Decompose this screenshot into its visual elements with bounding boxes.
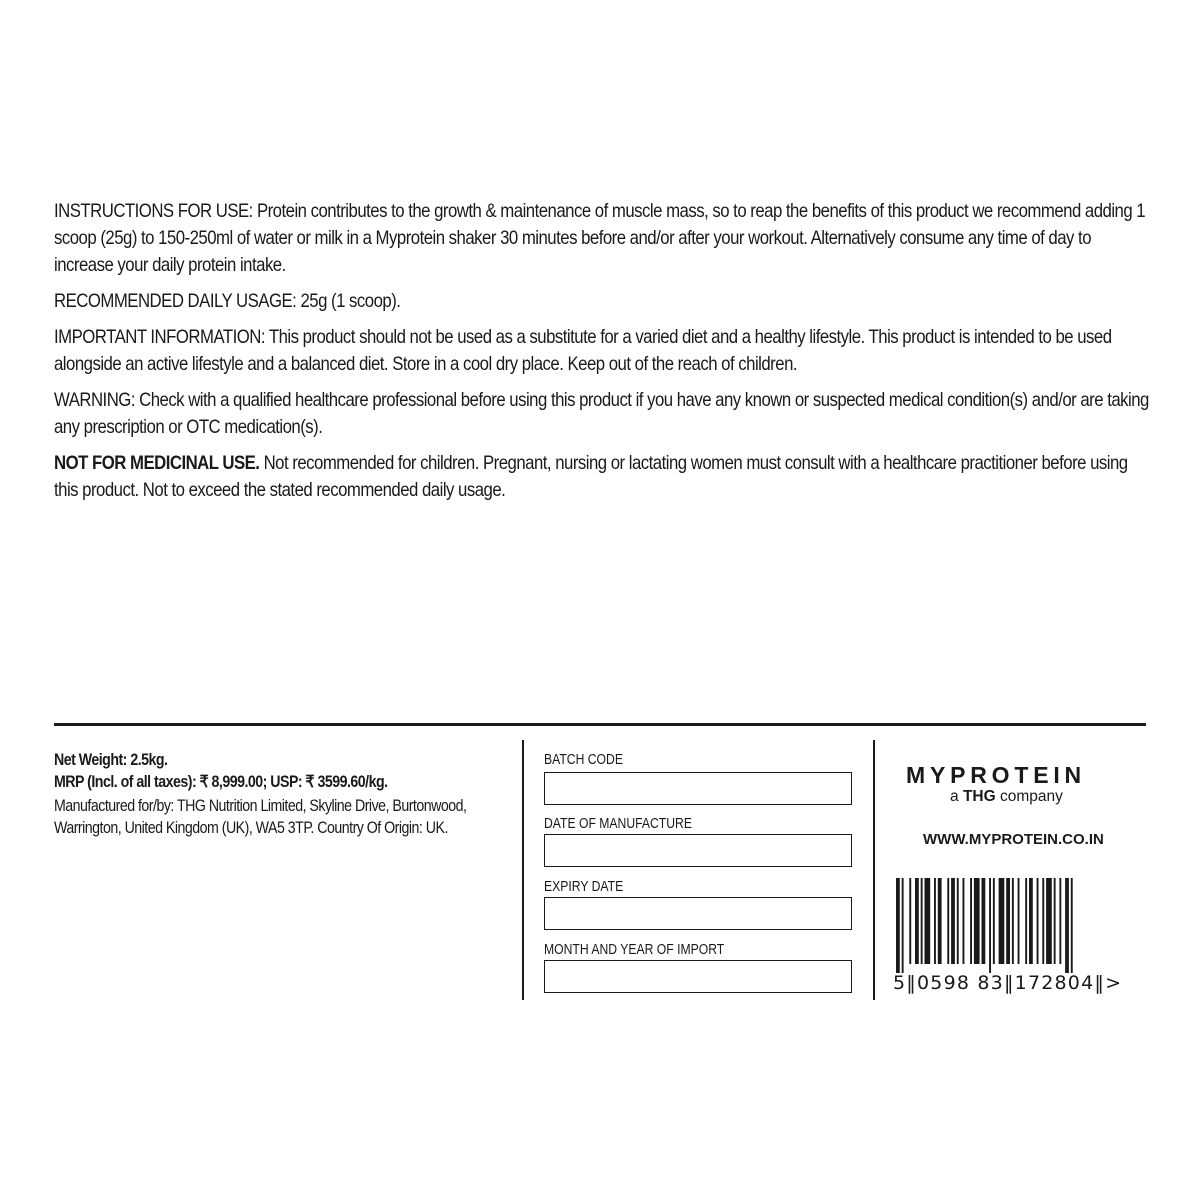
manufacturer-info: Manufactured for/by: THG Nutrition Limited, Skyline Drive, Burtonwood, Warrington, United Kingdom (UK), WA5 3TP. Country Of Origin: UK.: [54, 797, 467, 837]
product-details: [54, 749, 536, 839]
expiry-date-box: [544, 897, 852, 930]
instructions-block: [54, 198, 1149, 513]
tagline-suffix: company: [995, 788, 1063, 805]
myprotein-logo: MYPROTEIN: [906, 762, 1086, 788]
warning-text: WARNING: Check with a qualified healthcare professional before using this product if you have any known or suspected medical condition(s) and/or are taking any prescription or OTC medication(s).: [54, 389, 1149, 438]
column-divider-right: [873, 740, 875, 1000]
tagline-prefix: a: [950, 788, 963, 805]
brand-tagline: [950, 788, 1063, 806]
date-of-manufacture-label: DATE OF MANUFACTURE: [544, 816, 692, 832]
batch-code-box: [544, 772, 852, 805]
tagline-thg: THG: [962, 788, 996, 805]
expiry-date-label: EXPIRY DATE: [544, 879, 624, 895]
barcode-icon: [896, 878, 1132, 973]
instructions-for-use: INSTRUCTIONS FOR USE: Protein contributes to the growth & maintenance of muscle mass, so to reap the benefits of this product we recommend adding 1 scoop (25g) to 150-250ml of water or milk in a Myprotein shaker 30 minutes before and/or after your workout. Alternatively consume any time of day to increase your daily protein intake.: [54, 200, 1146, 276]
section-divider: [54, 723, 1146, 726]
date-of-manufacture-box: [544, 834, 852, 867]
not-medicinal-text: Not recommended for children. Pregnant, nursing or lactating women must consult with a healthcare practitioner before using this product. Not to exceed the stated recommended daily usage.: [54, 452, 1128, 501]
barcode-number: 5‖0598 83‖172804‖>: [893, 972, 1123, 994]
month-year-import-box: [544, 960, 852, 993]
important-information: IMPORTANT INFORMATION: This product should not be used as a substitute for a varied diet and a healthy lifestyle. This product is intended to be used alongside an active lifestyle and a balanced diet. Store in a cool dry place. Keep out of the reach of children.: [54, 326, 1112, 375]
not-medicinal-paragraph: [54, 450, 1151, 504]
mrp-price: MRP (Incl. of all taxes): ₹ 8,999.00; USP: ₹ 3599.60/kg.: [54, 773, 388, 791]
website-url: WWW.MYPROTEIN.CO.IN: [923, 831, 1104, 848]
month-year-import-label: MONTH AND YEAR OF IMPORT: [544, 942, 725, 958]
recommended-daily-usage: RECOMMENDED DAILY USAGE: 25g (1 scoop).: [54, 290, 401, 312]
batch-code-label: BATCH CODE: [544, 752, 623, 768]
net-weight: Net Weight: 2.5kg.: [54, 751, 168, 769]
not-medicinal-heading: NOT FOR MEDICINAL USE.: [54, 452, 260, 474]
